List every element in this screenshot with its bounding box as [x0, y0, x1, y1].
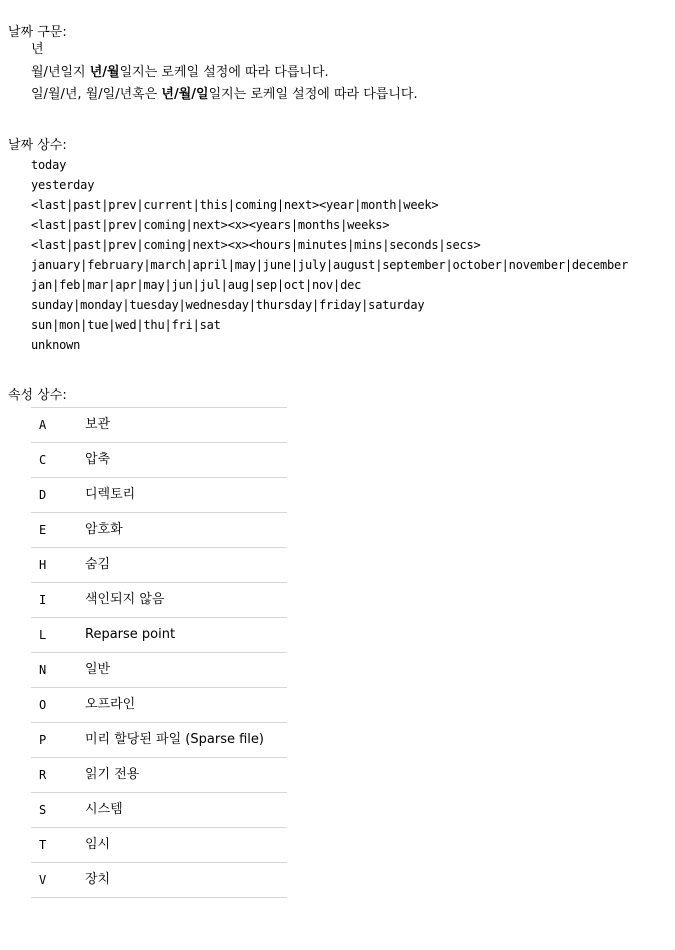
- attribute-description: 오프라인: [85, 688, 287, 723]
- attribute-description: 시스템: [85, 793, 287, 828]
- date-syntax-line-2-bold: 년/월: [89, 65, 120, 80]
- table-row: [31, 548, 287, 583]
- attribute-code: I: [31, 583, 85, 618]
- attribute-code: H: [31, 548, 85, 583]
- table-row: [31, 723, 287, 758]
- table-row: [31, 478, 287, 513]
- attribute-code: R: [31, 758, 85, 793]
- date-constant-item: <last|past|prev|coming|next><x><years|months|weeks>: [31, 218, 390, 232]
- attribute-description: 암호화: [85, 513, 287, 548]
- table-row: [31, 618, 287, 653]
- attribute-description: 미리 할당된 파일 (Sparse file): [85, 723, 287, 758]
- date-constant-item: january|february|march|april|may|june|july|august|september|october|november|december: [31, 258, 629, 272]
- table-row: [31, 408, 287, 443]
- attribute-code: L: [31, 618, 85, 653]
- attribute-description: 디렉토리: [85, 478, 287, 513]
- attribute-code: E: [31, 513, 85, 548]
- date-syntax-line-3-bold: 년/월/일: [161, 87, 209, 102]
- table-row: [31, 758, 287, 793]
- attribute-code: T: [31, 828, 85, 863]
- attribute-description: 숨김: [85, 548, 287, 583]
- attribute-code: V: [31, 863, 85, 898]
- date-syntax-line-3: [31, 87, 418, 103]
- date-syntax-line-2: [31, 65, 329, 81]
- table-row: [31, 513, 287, 548]
- attribute-code: S: [31, 793, 85, 828]
- table-row: [31, 828, 287, 863]
- attribute-description: 색인되지 않음: [85, 583, 287, 618]
- date-syntax-heading: 날짜 구문:: [8, 25, 67, 40]
- date-constant-item: sun|mon|tue|wed|thu|fri|sat: [31, 318, 221, 332]
- table-row: [31, 583, 287, 618]
- table-row: [31, 793, 287, 828]
- attribute-description: 임시: [85, 828, 287, 863]
- attribute-code: P: [31, 723, 85, 758]
- attribute-description: 읽기 전용: [85, 758, 287, 793]
- attribute-code: D: [31, 478, 85, 513]
- date-syntax-line-2-pre: 월/년일지: [31, 65, 90, 80]
- date-syntax-line-1: 년: [31, 42, 44, 57]
- date-constant-item: sunday|monday|tuesday|wednesday|thursday|friday|saturday: [31, 298, 425, 312]
- date-constant-item: <last|past|prev|current|this|coming|next><year|month|week>: [31, 198, 439, 212]
- attribute-constants-heading: 속성 상수:: [8, 388, 67, 403]
- table-row: [31, 653, 287, 688]
- date-constant-item: today: [31, 158, 67, 172]
- table-row: [31, 443, 287, 478]
- date-constant-item: <last|past|prev|coming|next><x><hours|minutes|mins|seconds|secs>: [31, 238, 481, 252]
- attribute-code: O: [31, 688, 85, 723]
- date-constants-heading: 날짜 상수:: [8, 138, 67, 153]
- date-syntax-line-3-post: 일지는 로케일 설정에 따라 다릅니다.: [208, 87, 418, 102]
- table-row: [31, 863, 287, 898]
- date-syntax-line-2-post: 일지는 로케일 설정에 따라 다릅니다.: [119, 65, 329, 80]
- date-constant-item: jan|feb|mar|apr|may|jun|jul|aug|sep|oct|nov|dec: [31, 278, 362, 292]
- attribute-description: 장치: [85, 863, 287, 898]
- attribute-description: 일반: [85, 653, 287, 688]
- attribute-description: Reparse point: [85, 618, 287, 653]
- attribute-code: A: [31, 408, 85, 443]
- attribute-description: 보관: [85, 408, 287, 443]
- table-row: [31, 688, 287, 723]
- attribute-description: 압축: [85, 443, 287, 478]
- date-constant-item: yesterday: [31, 178, 95, 192]
- attribute-table: [31, 407, 287, 898]
- date-constant-item: unknown: [31, 338, 81, 352]
- date-syntax-line-3-pre: 일/월/년, 월/일/년혹은: [31, 87, 162, 102]
- attribute-code: C: [31, 443, 85, 478]
- attribute-code: N: [31, 653, 85, 688]
